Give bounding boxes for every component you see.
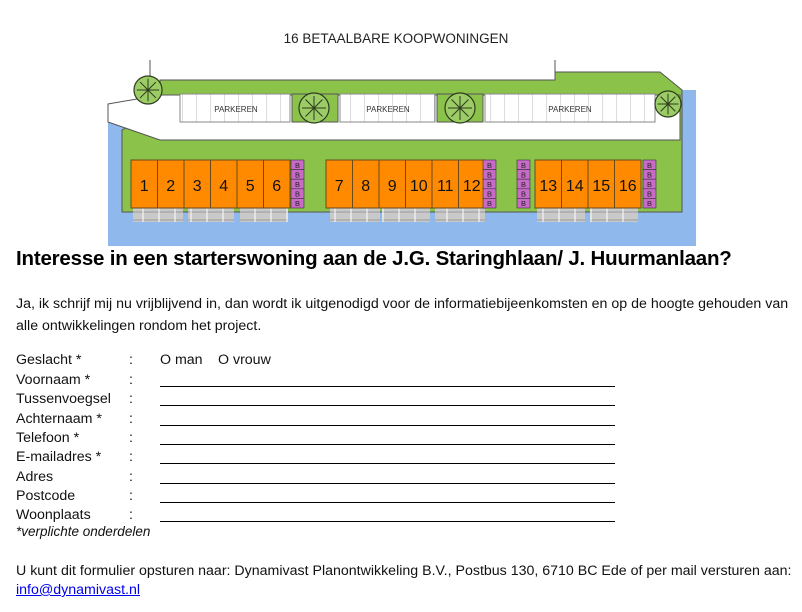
house-number-14: 14 [565, 178, 584, 195]
gender-option-man[interactable]: O man [160, 352, 203, 368]
house-number-1: 1 [139, 178, 149, 195]
form-row [16, 430, 636, 450]
field-input-line[interactable] [160, 444, 615, 445]
storage-label: B [646, 170, 653, 180]
storage-label: B [520, 160, 527, 170]
field-label: Adres [16, 468, 54, 485]
storage-label: B [294, 199, 301, 209]
house-number-8: 8 [361, 178, 371, 195]
field-colon: : [129, 487, 133, 504]
house-number-12: 12 [462, 178, 481, 195]
parking-label-3: PARKEREN [548, 105, 592, 114]
parking-label-1: PARKEREN [214, 105, 258, 114]
field-input-line[interactable] [160, 386, 615, 387]
field-colon: : [129, 429, 133, 446]
garage-block-8 [590, 208, 638, 222]
house-number-5: 5 [245, 178, 255, 195]
house-number-4: 4 [219, 178, 229, 195]
form-row [16, 488, 636, 508]
footer-text: U kunt dit formulier opsturen naar: Dynamivast Planontwikkeling B.V., Postbus 130, 6710 BC Ede of per mail versturen aan: [16, 563, 792, 579]
gender-label: Geslacht * [16, 352, 82, 368]
storage-label: B [646, 180, 653, 189]
required-note: *verplichte onderdelen [16, 524, 151, 539]
gender-colon: : [129, 352, 133, 368]
storage-label: B [486, 199, 493, 209]
parking-label-2: PARKEREN [366, 105, 410, 114]
form-row [16, 372, 636, 392]
garage-block-5 [382, 208, 430, 222]
storage-label: B [294, 189, 301, 199]
email-link[interactable]: info@dynamivast.nl [16, 582, 141, 598]
storage-label: B [646, 199, 653, 209]
field-label: Telefoon * [16, 429, 80, 446]
field-label: Achternaam * [16, 410, 102, 427]
garage-block-4 [330, 208, 380, 222]
intro-text: Ja, ik schrijf mij nu vrijblijvend in, dan wordt ik uitgenodigd voor de informatiebijeenkomsten en op de hoogte gehouden van alle ontwikkelingen rondom het project. [16, 296, 789, 334]
house-number-15: 15 [592, 178, 611, 195]
house-number-3: 3 [192, 178, 202, 195]
storage-label: B [294, 160, 301, 170]
storage-label: B [486, 189, 493, 199]
garage-block-7 [537, 208, 585, 222]
field-label: Woonplaats [16, 507, 91, 524]
storage-label: B [520, 180, 527, 189]
storage-label: B [520, 189, 527, 199]
field-input-line[interactable] [160, 483, 615, 484]
storage-label: B [486, 180, 493, 189]
form-row [16, 391, 636, 411]
house-number-13: 13 [539, 178, 558, 195]
garage-block-2 [188, 208, 234, 222]
form-row-gender [16, 352, 636, 372]
storage-label: B [486, 160, 493, 170]
house-number-6: 6 [272, 178, 282, 195]
field-colon: : [129, 507, 133, 524]
house-number-2: 2 [166, 178, 176, 195]
field-label: Postcode [16, 487, 76, 504]
field-input-line[interactable] [160, 521, 615, 522]
form-row [16, 449, 636, 469]
water-right [682, 90, 696, 246]
house-number-9: 9 [387, 178, 397, 195]
storage-label: B [520, 199, 527, 209]
field-colon: : [129, 410, 133, 427]
garage-block-6 [435, 208, 485, 222]
storage-label: B [646, 160, 653, 170]
storage-label: B [294, 170, 301, 180]
field-colon: : [129, 391, 133, 408]
house-number-16: 16 [618, 178, 637, 195]
field-input-line[interactable] [160, 463, 615, 464]
storage-label: B [520, 170, 527, 180]
field-colon: : [129, 372, 133, 388]
page-heading: Interesse in een starterswoning aan de J.G. Staringhlaan/ J. Huurmanlaan? [16, 247, 732, 270]
site-plan-title: 16 BETAALBARE KOOPWONINGEN [283, 31, 509, 46]
form-row [16, 411, 636, 431]
site-plan-illustration [0, 0, 802, 250]
storage-label: B [294, 180, 301, 189]
garage-block-3 [240, 208, 288, 222]
form-row [16, 469, 636, 489]
gender-option-woman[interactable]: O vrouw [218, 352, 271, 368]
storage-label: B [646, 189, 653, 199]
house-number-11: 11 [436, 178, 454, 195]
storage-label: B [486, 170, 493, 180]
field-label: Tussenvoegsel [16, 391, 111, 408]
field-label: Voornaam * [16, 372, 91, 388]
field-label: E-mailadres * [16, 449, 102, 466]
field-colon: : [129, 468, 133, 485]
field-input-line[interactable] [160, 425, 615, 426]
house-number-10: 10 [409, 178, 428, 195]
house-number-7: 7 [334, 178, 344, 195]
field-colon: : [129, 449, 133, 466]
field-input-line[interactable] [160, 405, 615, 406]
houses [131, 160, 641, 208]
garage-block-1 [133, 208, 183, 222]
field-input-line[interactable] [160, 502, 615, 503]
